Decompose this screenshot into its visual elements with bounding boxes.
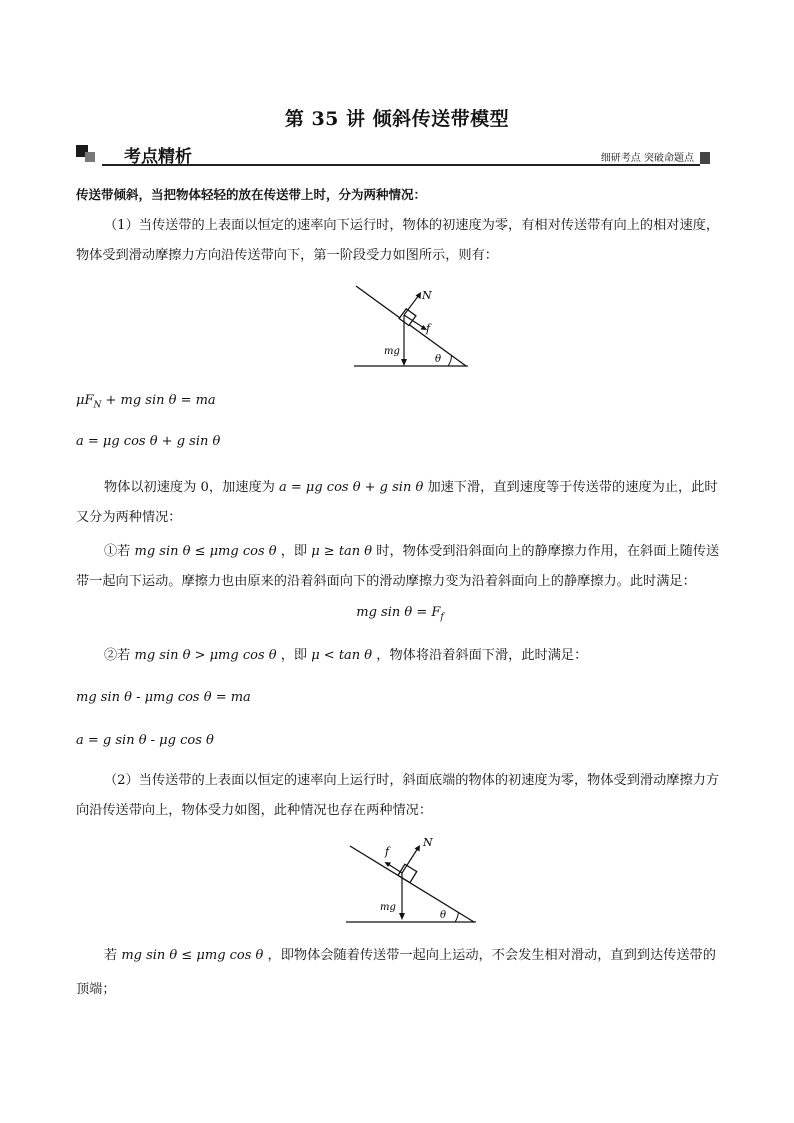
section-marker-accent-icon (85, 152, 95, 162)
label-theta: θ (435, 354, 442, 365)
friction-arrowhead-icon (385, 862, 392, 867)
label-f: f (385, 845, 390, 858)
label-theta: θ (440, 910, 447, 921)
equation-4: a = g sin θ - μg cos θ (76, 733, 214, 748)
friction-arrow (388, 864, 402, 873)
section-header (76, 140, 710, 168)
label-N: N (423, 836, 433, 849)
block (398, 864, 417, 882)
label-mg: mg (384, 346, 400, 357)
subcase-1-result: mg $\sin \theta = F_f$ (356, 605, 444, 623)
normal-arrowhead-icon (415, 845, 421, 852)
gravity-arrowhead-icon (401, 359, 407, 366)
case1-paragraph: 物体以初速度为 0，加速度为 a = μg cos θ + g sin θ 加速下滑，直到速度等于传送带的速度为止，此时又分为两种情况： (76, 480, 718, 525)
section-title: 考点精析 (124, 147, 192, 167)
force-diagram-1 (340, 282, 480, 372)
section-subtitle: 细研考点 突破命题点 (600, 153, 694, 164)
angle-arc (448, 355, 452, 366)
case2-text: （2）当传送带的上表面以恒定的速率向上运行时，斜面底端的物体的初速度为零，物体受到滑动摩擦力方向沿传送带向上，物体受力如图，此种情况也存在两种情况： (76, 773, 720, 818)
force-diagram-2 (336, 830, 486, 928)
intro-text: 传送带倾斜，当把物体轻轻的放在传送带上时，分为两种情况： (76, 187, 427, 202)
page-title: 第 35 讲 倾斜传送带模型 (284, 108, 510, 130)
incline-line (356, 286, 466, 366)
section-divider (102, 164, 700, 166)
subcase-2-text: ②若 mg sin θ > μmg cos θ ，即 μ < tan θ ，物体将沿着斜面下滑，此时满足： (104, 648, 588, 663)
equation-1: $\mu F_N$ + mg sin θ = ma (76, 393, 216, 411)
case1-text: （1）当传送带的上表面以恒定的速率向下运行时，物体的初速度为零，有相对传送带有向上的相对速度，物体受到滑动摩擦力方向沿传送带向下，第一阶段受力如图所示，则有： (76, 218, 720, 263)
subcase-1-text: ①若 mg sin θ ≤ μmg cos θ ，即 μ ≥ tan θ 时，物体受到沿斜面向上的静摩擦力作用，在斜面上随传送带一起向下运动。摩擦力也由原来的沿着斜面向下的滑动摩擦力变为沿着斜面向上的静摩擦力。此时满足： (76, 544, 720, 589)
gravity-arrowhead-icon (399, 913, 405, 920)
case2-last-paragraph: 若 mg sin θ ≤ μmg cos θ ，即物体会随着传送带一起向上运动，不会发生相对滑动，直到到达传送带的顶端； (76, 948, 716, 997)
equation-2: a = μg cos θ + g sin θ (76, 434, 221, 449)
label-f: f (426, 322, 431, 335)
angle-arc (455, 912, 458, 922)
label-N: N (422, 289, 432, 302)
label-mg: mg (380, 902, 396, 913)
section-end-marker-icon (700, 152, 710, 164)
equation-3: mg sin θ - μmg cos θ = ma (76, 690, 251, 705)
